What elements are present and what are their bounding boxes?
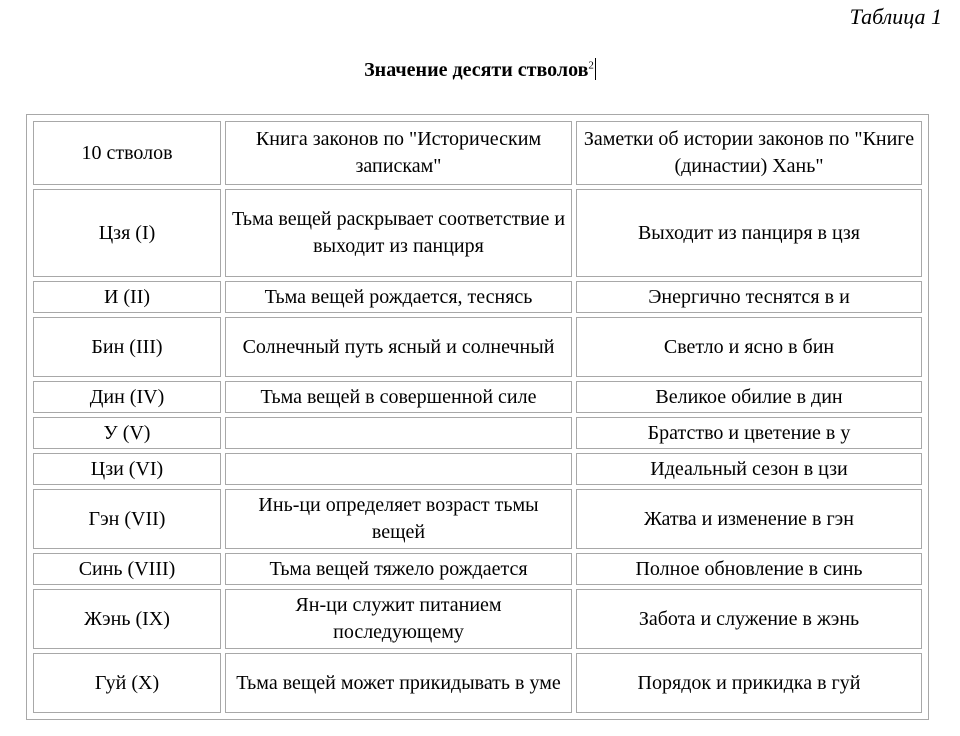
table-row xyxy=(33,317,922,377)
history-cell: Тьма вещей в совершенной силе xyxy=(225,381,572,413)
history-cell xyxy=(225,453,572,485)
history-cell: Тьма вещей тяжело рождается xyxy=(225,553,572,585)
history-cell: Инь-ци определяет возраст тьмы вещей xyxy=(225,489,572,549)
stem-cell: Гэн (VII) xyxy=(33,489,221,549)
table-number-label: Таблица 1 xyxy=(849,4,942,29)
table-row xyxy=(33,417,922,449)
header-cell-han-book: Заметки об истории законов по "Книге (династии) Хань" xyxy=(576,121,922,185)
han-cell: Энергично теснятся в и xyxy=(576,281,922,313)
table-title-text: Значение десяти стволов xyxy=(364,59,589,81)
footnote-marker: 2 xyxy=(588,59,594,72)
han-cell: Полное обновление в синь xyxy=(576,553,922,585)
stem-cell: Жэнь (IX) xyxy=(33,589,221,649)
text-cursor xyxy=(595,58,596,80)
table-row xyxy=(33,381,922,413)
han-cell: Выходит из панциря в цзя xyxy=(576,189,922,277)
stem-cell: У (V) xyxy=(33,417,221,449)
table-row xyxy=(33,281,922,313)
table-row xyxy=(33,489,922,549)
history-cell: Тьма вещей рождается, теснясь xyxy=(225,281,572,313)
stem-cell: Цзи (VI) xyxy=(33,453,221,485)
han-cell: Светло и ясно в бин xyxy=(576,317,922,377)
stems-table-frame xyxy=(26,114,929,720)
history-cell: Тьма вещей может прикидывать в уме xyxy=(225,653,572,713)
han-cell: Великое обилие в дин xyxy=(576,381,922,413)
table-title xyxy=(0,58,960,82)
header-cell-stems: 10 стволов xyxy=(33,121,221,185)
stem-cell: Бин (III) xyxy=(33,317,221,377)
table-row xyxy=(33,453,922,485)
table-row xyxy=(33,553,922,585)
han-cell: Забота и служение в жэнь xyxy=(576,589,922,649)
table-row xyxy=(33,589,922,649)
history-cell: Ян-ци служит питанием последующему xyxy=(225,589,572,649)
stem-cell: И (II) xyxy=(33,281,221,313)
header-cell-history-book: Книга законов по "Историческим запискам" xyxy=(225,121,572,185)
stem-cell: Гуй (X) xyxy=(33,653,221,713)
stem-cell: Синь (VIII) xyxy=(33,553,221,585)
stems-table xyxy=(29,117,926,717)
han-cell: Братство и цветение в у xyxy=(576,417,922,449)
han-cell: Порядок и прикидка в гуй xyxy=(576,653,922,713)
han-cell: Идеальный сезон в цзи xyxy=(576,453,922,485)
table-row xyxy=(33,189,922,277)
han-cell: Жатва и изменение в гэн xyxy=(576,489,922,549)
history-cell xyxy=(225,417,572,449)
stem-cell: Дин (IV) xyxy=(33,381,221,413)
table-header-row xyxy=(33,121,922,185)
table-row xyxy=(33,653,922,713)
history-cell: Солнечный путь ясный и солнечный xyxy=(225,317,572,377)
history-cell: Тьма вещей раскрывает соответствие и выходит из панциря xyxy=(225,189,572,277)
stem-cell: Цзя (I) xyxy=(33,189,221,277)
